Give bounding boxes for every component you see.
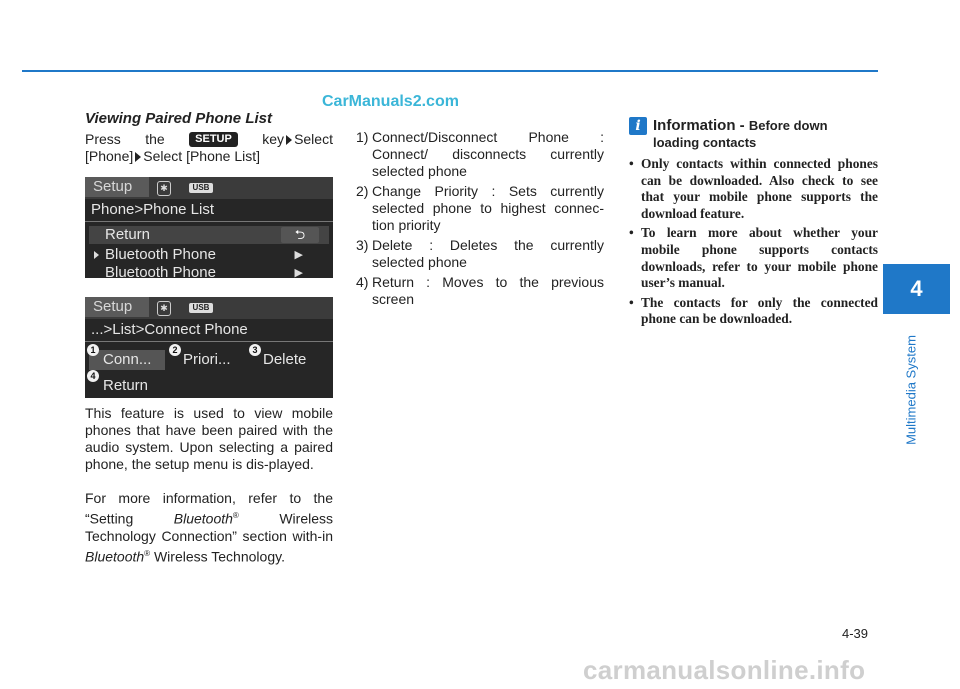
reference-paragraph: For more information, refer to the “Setting Bluetooth® Wireless Technology Connection” section with-in Bluetooth® Wireless Technology. <box>85 490 333 565</box>
list-item: 4) Return : Moves to the previous screen <box>356 274 604 307</box>
return-button: 4 Return <box>103 376 148 396</box>
callout-3: 3 <box>249 344 261 356</box>
bullet-item: • The contacts for only the connected phone can be downloaded. <box>629 295 878 328</box>
screen-connect-phone <box>85 297 333 398</box>
callout-4: 4 <box>87 370 99 382</box>
numbered-list <box>356 129 604 311</box>
priority-button: 2 Priori... <box>183 350 231 370</box>
chapter-tab: 4 <box>883 264 950 314</box>
description-paragraph: This feature is used to view mobile phones that have been paired with the audio system. Upon selecting a paired phone, the setup menu is dis-played. <box>85 405 333 472</box>
button-row <box>85 345 333 374</box>
bullet-item: • Only contacts within connected phones can be downloaded. Also check to see that your mobile phone supports the download feature. <box>629 156 878 222</box>
screen-phone-list <box>85 177 333 278</box>
back-icon: ⮌ <box>281 227 319 243</box>
usb-icon: USB <box>189 303 213 313</box>
info-bullets <box>629 156 878 331</box>
list-item: 1) Connect/Disconnect Phone : Connect/ disconnects currently selected phone <box>356 129 604 179</box>
bullet-item: • To learn more about whether your mobile phone supports contacts downloads, refer to your mobile phone user’s manual. <box>629 225 878 291</box>
cursor-icon <box>94 251 99 259</box>
intro-the: the <box>145 131 165 147</box>
intro-paragraph <box>85 131 333 165</box>
return-row <box>89 226 329 244</box>
top-rule <box>22 70 878 72</box>
chevron-right-icon: ▶ <box>294 267 303 278</box>
arrow-right-icon <box>286 135 292 145</box>
section-title: Viewing Paired Phone List <box>85 110 272 127</box>
screen-path: Phone>Phone List <box>85 199 333 222</box>
info-title: Information - Before down <box>653 117 828 134</box>
arrow-right-icon <box>135 152 141 162</box>
screen-header <box>85 297 333 319</box>
bluetooth-icon: ✱ <box>157 301 171 316</box>
button-row <box>85 371 333 398</box>
info-subtitle: loading contacts <box>653 135 757 150</box>
watermark-bottom: carmanualsonline.info <box>583 655 866 685</box>
bluetooth-icon: ✱ <box>157 181 171 196</box>
delete-button: 3 Delete <box>263 350 306 370</box>
setup-tab: Setup <box>85 297 149 317</box>
list-item: 2) Change Priority : Sets currently selected phone to highest connec-tion priority <box>356 183 604 233</box>
phone-list-item <box>85 264 333 278</box>
return-label: Return <box>105 226 151 243</box>
connect-button: 1 Conn... <box>89 350 165 370</box>
watermark-top: CarManuals2.com <box>322 93 459 110</box>
intro-phone: [Phone] <box>85 148 134 164</box>
intro-select-list: Select [Phone List] <box>143 148 261 164</box>
callout-2: 2 <box>169 344 181 356</box>
intro-press: Press <box>85 131 121 147</box>
callout-1: 1 <box>87 344 99 356</box>
intro-key: key Select <box>262 131 333 147</box>
setup-key-badge: SETUP <box>189 132 238 147</box>
list-item: 3) Delete : Deletes the currently selected phone <box>356 237 604 270</box>
chapter-label: Multimedia System <box>903 335 919 445</box>
phone-item-label: Bluetooth Phone <box>105 264 216 278</box>
phone-list-item <box>85 246 333 264</box>
usb-icon: USB <box>189 183 213 193</box>
setup-tab: Setup <box>85 177 149 197</box>
phone-item-label: Bluetooth Phone <box>105 246 216 263</box>
page-number: 4-39 <box>842 626 869 641</box>
chevron-right-icon: ▶ <box>294 249 303 261</box>
screen-path: ...>List>Connect Phone <box>85 319 333 342</box>
info-icon: i <box>629 117 647 135</box>
screen-header <box>85 177 333 199</box>
